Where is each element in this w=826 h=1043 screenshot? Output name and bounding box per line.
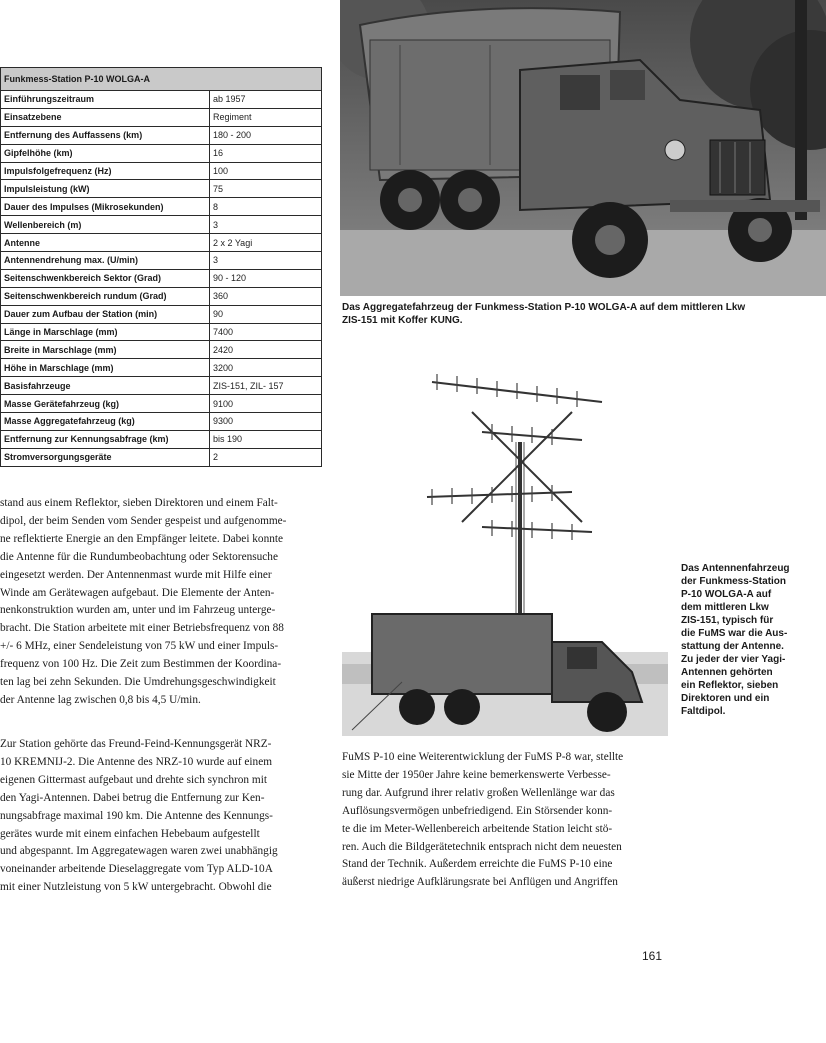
antenna-vehicle-photo [342,352,668,736]
text-line: gerätes wurde mit einem einfachen Hebebaum aufgestellt [0,827,260,840]
caption-line: ein Reflektor, sieben [681,680,779,691]
spec-table-row [1,287,322,305]
spec-table-row [1,413,322,431]
spec-value: bis 190 [210,430,322,448]
text-line: und abgespannt. Im Aggregatewagen waren zwei unabhängig [0,845,278,858]
text-line: +/- 6 MHz, einer Sendeleistung von 75 kW und einer Impuls- [0,640,279,653]
spec-value: 8 [210,198,322,216]
spec-value: 3 [210,216,322,234]
text-line: nenkonstruktion wurden am, unter und im Fahrzeug unterge- [0,604,276,617]
spec-label: Entfernung des Auffassens (km) [1,126,210,144]
caption-line: Direktoren und ein [681,693,770,704]
spec-value: 100 [210,162,322,180]
text-line: dipol, der beim Senden vom Sender gespeist und aufgenomme- [0,514,287,527]
page-number: 161 [642,949,663,963]
spec-table-row [1,144,322,162]
text-line: eigenen Gittermast aufgebaut und drehte sich synchron mit [0,773,267,786]
text-line: bracht. Die Station arbeitete mit einer Betriebsfrequenz von 88 [0,622,284,635]
caption-line: die FuMS war die Aus- [681,628,788,639]
left-paragraph-2 [0,736,322,897]
spec-value: 90 - 120 [210,269,322,287]
text-line: die Antenne für die Rundumbeobachtung oder Sektorensuche [0,550,278,563]
spec-value: 9300 [210,413,322,431]
text-line: Stand der Technik. Außerdem erreichte die FuMS P-10 eine [342,858,613,871]
spec-table-row [1,395,322,413]
spec-label: Seitenschwenkbereich rundum (Grad) [1,287,210,305]
left-paragraph-1 [0,495,322,710]
text-line: ne reflektierte Energie an den Empfänger leitete. Dabei konnte [0,532,284,545]
text-line: Zur Station gehörte das Freund-Feind-Kennungsgerät NRZ- [0,738,272,750]
spec-value: 90 [210,305,322,323]
text-line: ten lag bei zehn Sekunden. Die Umdrehungsgeschwindigkeit [0,676,276,689]
photo-caption-top [342,301,826,327]
spec-value: 9100 [210,395,322,413]
spec-value: 75 [210,180,322,198]
text-line: rung dar. Aufgrund ihrer relativ großen Wellenlänge war das [342,786,615,799]
spec-table-row [1,234,322,252]
spec-label: Impulsfolgefrequenz (Hz) [1,162,210,180]
caption-line: P-10 WOLGA-A auf [681,589,772,600]
text-line: te die im Meter-Wellenbereich arbeitende Station leicht stö- [342,822,613,835]
spec-table-row [1,91,322,109]
spec-label: Gipfelhöhe (km) [1,144,210,162]
text-line: stand aus einem Reflektor, sieben Direktoren und einem Falt- [0,497,278,509]
caption-line: Antennen gehörten [681,667,773,678]
text-line: ren. Auch die Bildgerätetechnik entsprach nicht dem neuesten [342,840,622,853]
spec-table-row [1,126,322,144]
spec-label: Impulsleistung (kW) [1,180,210,198]
spec-value: 7400 [210,323,322,341]
spec-label: Breite in Marschlage (mm) [1,341,210,359]
spec-label: Masse Aggregatefahrzeug (kg) [1,413,210,431]
spec-label: Masse Gerätefahrzeug (kg) [1,395,210,413]
spec-value: 360 [210,287,322,305]
spec-label: Dauer zum Aufbau der Station (min) [1,305,210,323]
text-line: Auflösungsvermögen unbefriedigend. Ein Störsender konn- [342,804,613,817]
text-line: 10 KREMNIJ-2. Die Antenne des NRZ-10 wurde auf einem [0,755,273,768]
spec-value: ab 1957 [210,91,322,109]
caption-line: dem mittleren Lkw [681,602,769,613]
caption-line: ZIS-151, typisch für [681,615,774,626]
text-line: frequenz von 100 Hz. Die Zeit zum Bestimmen der Koordina- [0,658,282,671]
text-line: Winde am Gerätewagen aufgebaut. Die Elemente der Anten- [0,586,275,599]
spec-table-row [1,448,322,466]
spec-table-row [1,430,322,448]
spec-value: Regiment [210,108,322,126]
spec-table-row [1,108,322,126]
right-paragraph [342,749,668,892]
spec-table-title: Funkmess-Station P-10 WOLGA-A [1,68,322,91]
text-line: voneinander arbeitende Dieselaggregate vom Typ ALD-10A [0,863,273,876]
text-line: sie Mitte der 1950er Jahre keine bemerkenswerte Verbesse- [342,768,611,781]
caption-line: ZIS-151 mit Koffer KUNG. [342,315,463,326]
text-line: FuMS P-10 eine Weiterentwicklung der FuMS P-8 war, stellte [342,751,624,763]
text-line: äußerst niedrige Aufklärungsrate bei Anflügen und Angriffen [342,876,618,889]
spec-table-row [1,216,322,234]
spec-value: 2 x 2 Yagi [210,234,322,252]
spec-label: Basisfahrzeuge [1,377,210,395]
spec-label: Seitenschwenkbereich Sektor (Grad) [1,269,210,287]
spec-value: 16 [210,144,322,162]
spec-table-row [1,359,322,377]
spec-label: Länge in Marschlage (mm) [1,323,210,341]
photo-caption-side [681,562,821,718]
spec-label: Einführungszeitraum [1,91,210,109]
spec-table-row [1,341,322,359]
caption-line: Zu jeder der vier Yagi- [681,654,786,665]
spec-value: ZIS-151, ZIL- 157 [210,377,322,395]
text-line: mit einer Nutzleistung von 5 kW untergebracht. Obwohl die [0,881,272,894]
spec-label: Höhe in Marschlage (mm) [1,359,210,377]
spec-label: Einsatzebene [1,108,210,126]
spec-value: 3200 [210,359,322,377]
spec-table [0,67,322,467]
caption-line: der Funkmess-Station [681,576,787,587]
spec-label: Wellenbereich (m) [1,216,210,234]
spec-label: Entfernung zur Kennungsabfrage (km) [1,430,210,448]
spec-table-row [1,162,322,180]
caption-line: Das Antennenfahrzeug [681,563,790,574]
spec-label: Dauer des Impulses (Mikrosekunden) [1,198,210,216]
text-line: den Yagi-Antennen. Dabei betrug die Entfernung zur Ken- [0,791,265,804]
spec-label: Antenne [1,234,210,252]
text-line: nungsabfrage maximal 190 km. Die Antenne des Kennungs- [0,809,273,822]
spec-table-row [1,252,322,270]
text-line: der Antenne lag zwischen 0,8 bis 4,5 U/min. [0,693,201,706]
spec-table-row [1,269,322,287]
spec-label: Antennendrehung max. (U/min) [1,252,210,270]
spec-table-row [1,180,322,198]
caption-line: stattung der Antenne. [681,641,784,652]
caption-line: Das Aggregatefahrzeug der Funkmess-Station P-10 WOLGA-A auf dem mittleren Lkw [342,302,746,313]
spec-value: 180 - 200 [210,126,322,144]
spec-value: 2 [210,448,322,466]
caption-line: Faltdipol. [681,706,726,717]
truck-photo [340,0,826,296]
spec-table-row [1,305,322,323]
spec-table-row [1,377,322,395]
spec-table-row [1,198,322,216]
spec-label: Stromversorgungsgeräte [1,448,210,466]
spec-value: 3 [210,252,322,270]
spec-value: 2420 [210,341,322,359]
spec-table-row [1,323,322,341]
spec-table-body [1,91,322,467]
text-line: eingesetzt werden. Der Antennenmast wurde mit Hilfe einer [0,568,272,581]
